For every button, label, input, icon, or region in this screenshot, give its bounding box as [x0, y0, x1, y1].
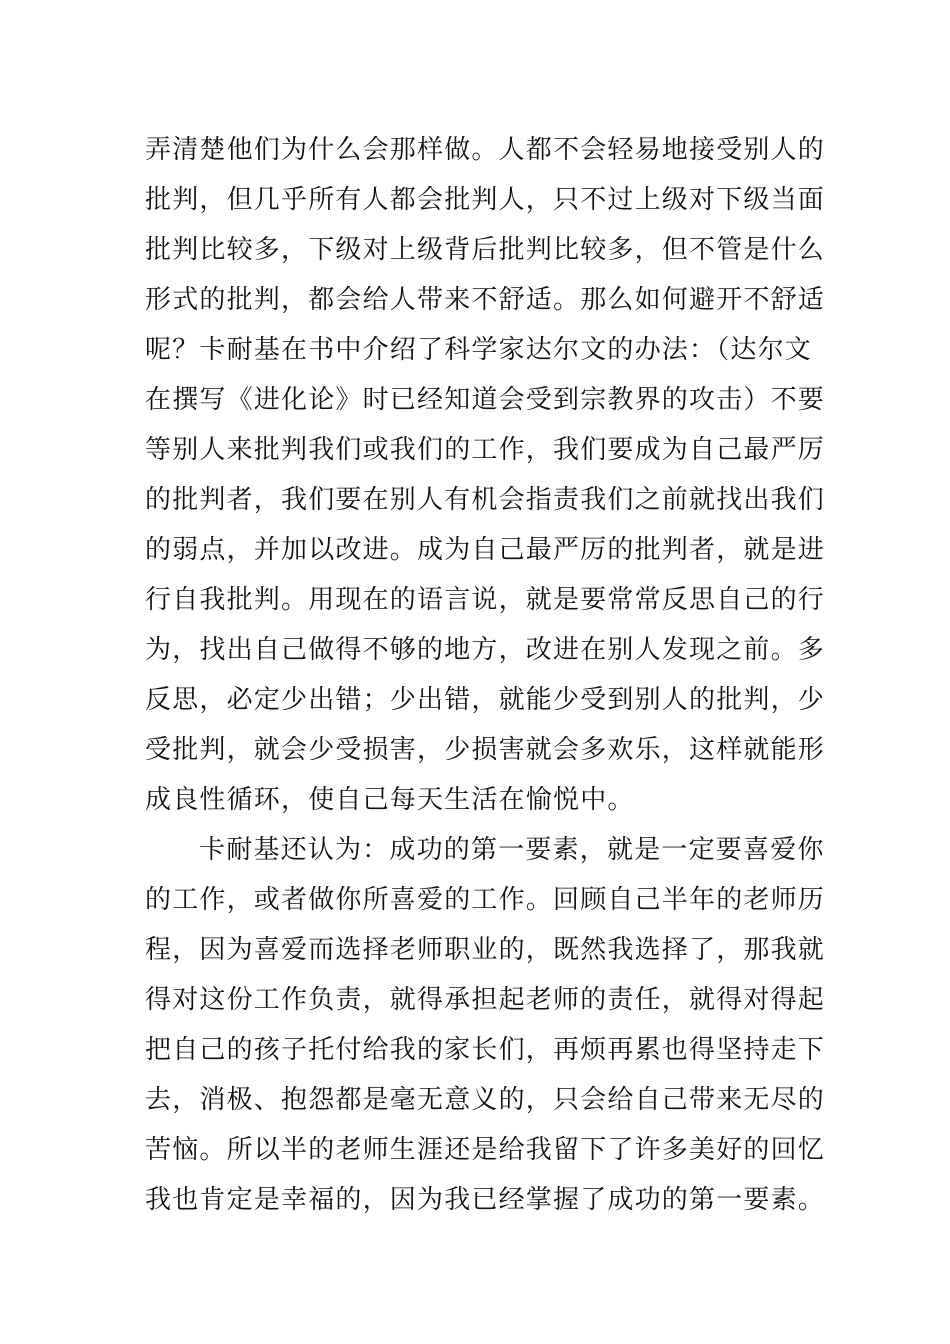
text-line: 批判，但几乎所有人都会批判人，只不过上级对下级当面	[145, 185, 826, 215]
text-line: 受批判，就会少受损害，少损害就会多欢乐，这样就能形	[145, 735, 826, 765]
text-line: 弄清楚他们为什么会那样做。人都不会轻易地接受别人的	[145, 135, 826, 165]
text-line: 反思，必定少出错；少出错，就能少受到别人的批判，少	[145, 685, 826, 715]
text-line: 在撰写《进化论》时已经知道会受到宗教界的攻击）不要	[145, 385, 826, 415]
text-line: 行自我批判。用现在的语言说，就是要常常反思自己的行	[145, 585, 826, 615]
text-line: 为，找出自己做得不够的地方，改进在别人发现之前。多	[145, 635, 826, 665]
text-line: 去，消极、抱怨都是毫无意义的，只会给自己带来无尽的	[145, 1085, 826, 1115]
text-line: 的弱点，并加以改进。成为自己最严厉的批判者，就是进	[145, 535, 826, 565]
text-line: 的工作，或者做你所喜爱的工作。回顾自己半年的老师历	[145, 885, 826, 915]
text-line: 批判比较多，下级对上级背后批判比较多，但不管是什么	[145, 235, 826, 265]
text-line: 得对这份工作负责，就得承担起老师的责任，就得对得起	[145, 985, 826, 1015]
text-line: 苦恼。所以半的老师生涯还是给我留下了许多美好的回忆	[145, 1135, 826, 1165]
text-line: 程，因为喜爱而选择老师职业的，既然我选择了，那我就	[145, 935, 826, 965]
text-line: 等别人来批判我们或我们的工作，我们要成为自己最严厉	[145, 435, 826, 465]
text-line: 呢？卡耐基在书中介绍了科学家达尔文的办法：（达尔文	[145, 335, 813, 365]
text-line: 的批判者，我们要在别人有机会指责我们之前就找出我们	[145, 485, 826, 515]
text-line: 我也肯定是幸福的，因为我已经掌握了成功的第一要素。	[145, 1185, 826, 1215]
text-line: 形式的批判，都会给人带来不舒适。那么如何避开不舒适	[145, 285, 826, 315]
text-line: 成良性循环，使自己每天生活在愉悦中。	[145, 785, 635, 815]
text-line: 把自己的孩子托付给我的家长们，再烦再累也得坚持走下	[145, 1035, 826, 1065]
paragraph-first-line: 卡耐基还认为：成功的第一要素，就是一定要喜爱你	[199, 835, 825, 865]
